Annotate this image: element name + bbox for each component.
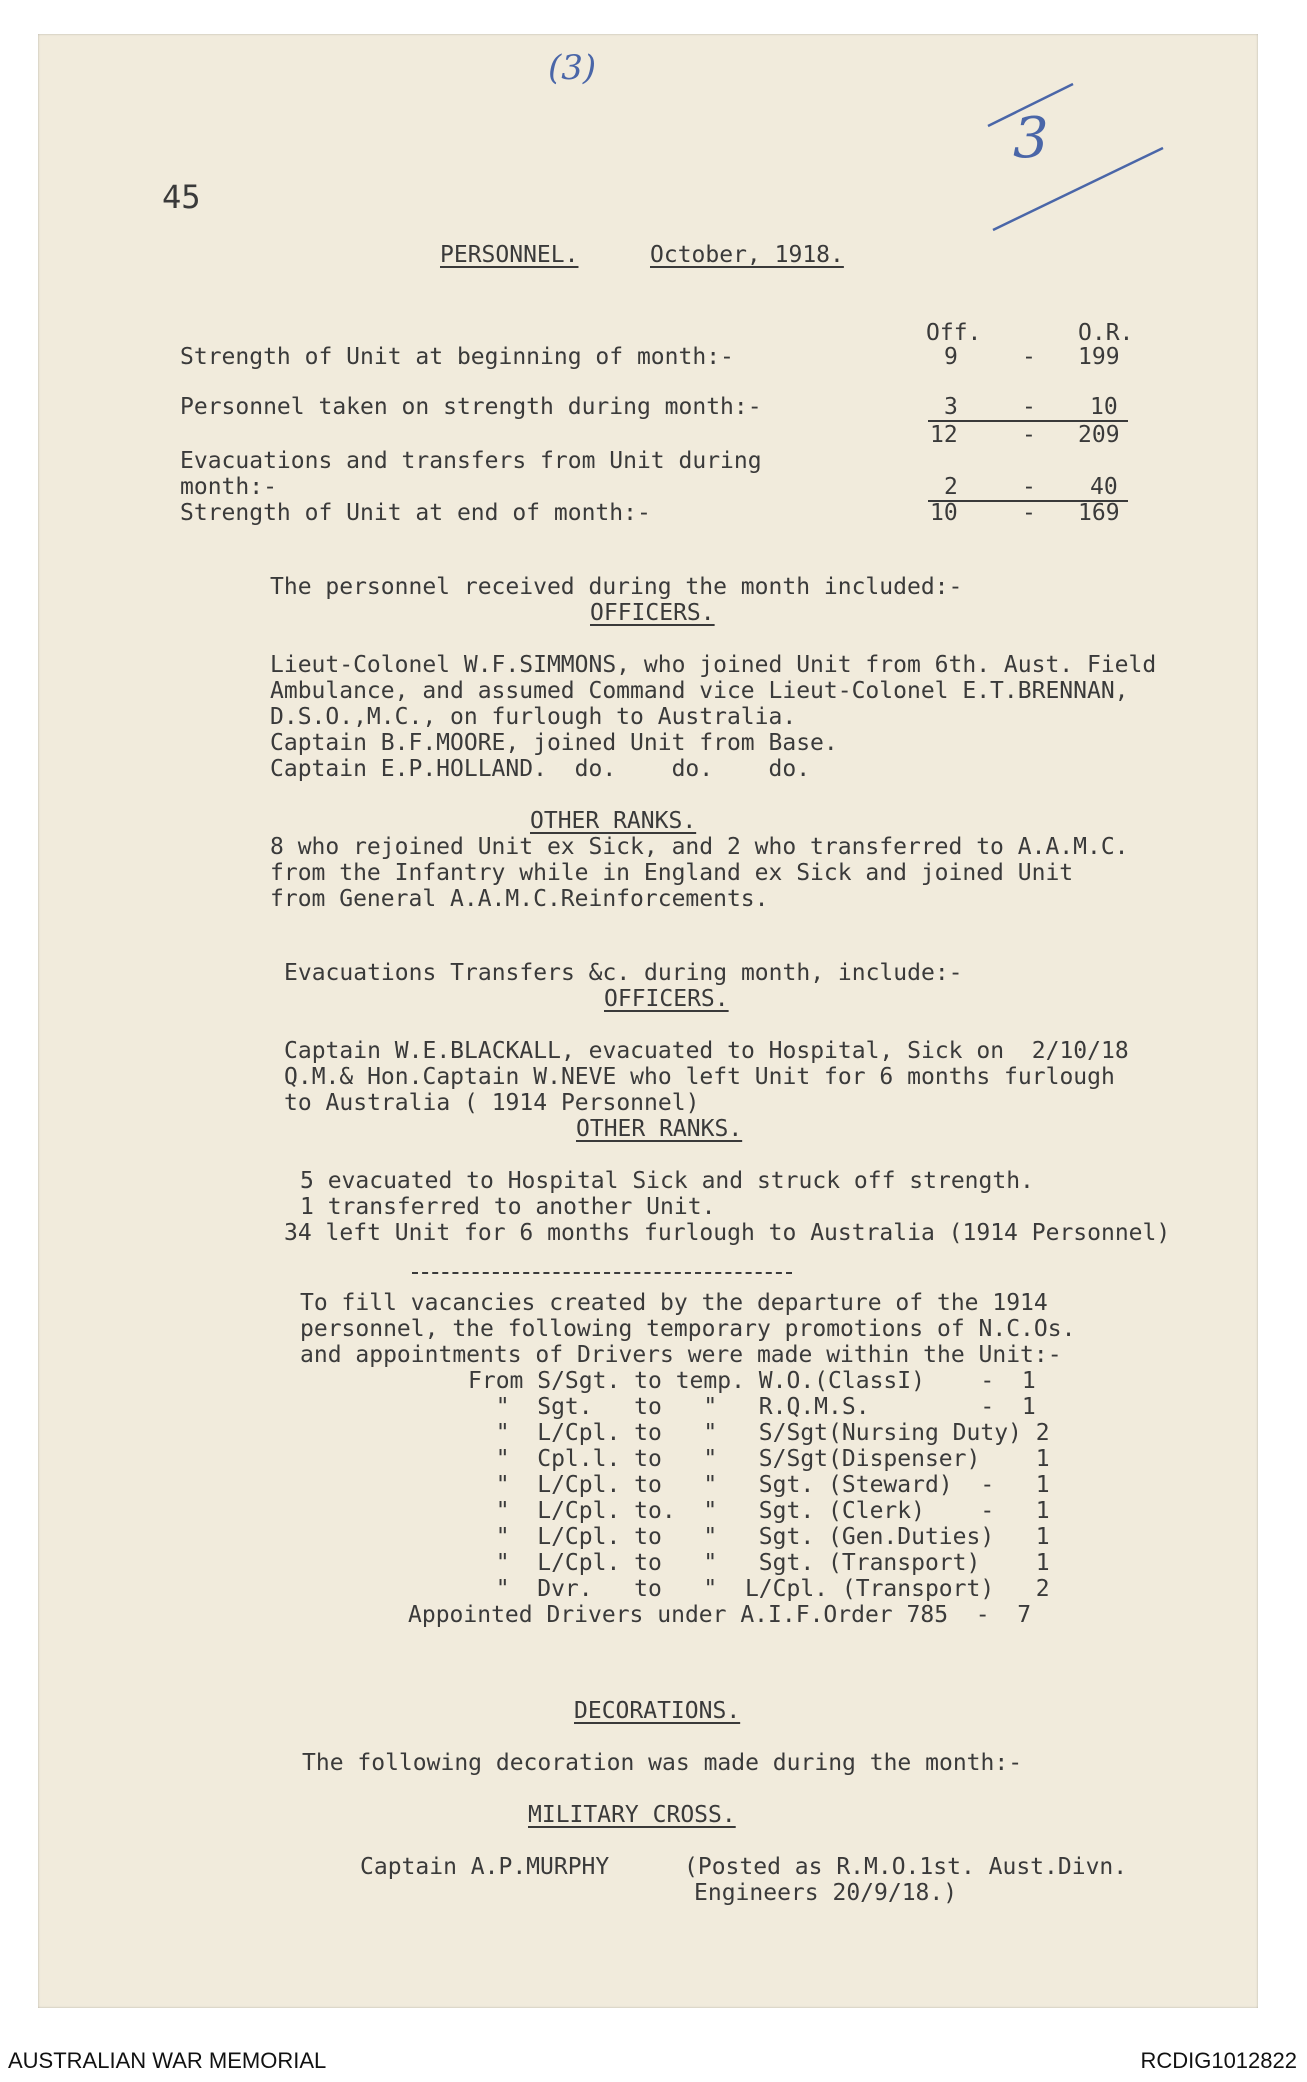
award-recipient: Captain A.P.MURPHY <box>360 1854 610 1880</box>
promotion-row: " L/Cpl. to " Sgt. (Steward) - 1 <box>468 1472 1050 1498</box>
strength-row-label: month:- <box>180 474 277 500</box>
footer-record-id: RCDIG1012822 <box>1140 2048 1297 2073</box>
promotion-row: " L/Cpl. to " Sgt. (Transport) 1 <box>468 1550 1050 1576</box>
evacuation-officer-line: Q.M.& Hon.Captain W.NEVE who left Unit for 6 months furlough <box>284 1064 1115 1090</box>
received-rank-line: from General A.A.M.C.Reinforcements. <box>270 886 769 912</box>
promotion-row: " Cpl.l. to " S/Sgt(Dispenser) 1 <box>468 1446 1050 1472</box>
appointed-drivers-row: Appointed Drivers under A.I.F.Order 785 - 7 <box>408 1602 1032 1628</box>
received-officer-line: D.S.O.,M.C., on furlough to Australia. <box>270 704 797 730</box>
circled-page-annotation: (3) <box>548 48 597 88</box>
evacuations-intro: Evacuations Transfers &c. during month, include:- <box>284 960 963 986</box>
promotion-row: " L/Cpl. to. " Sgt. (Clerk) - 1 <box>468 1498 1050 1524</box>
received-officers-heading: OFFICERS. <box>590 600 715 626</box>
dash-separator: - <box>1022 474 1036 500</box>
strength-row-off: 12 <box>930 422 958 448</box>
evacuation-officer-line: Captain W.E.BLACKALL, evacuated to Hospital, Sick on 2/10/18 <box>284 1038 1129 1064</box>
strength-row-off: 2 <box>944 474 958 500</box>
dash-separator: - <box>1022 394 1036 420</box>
strength-row-label: Strength of Unit at end of month:- <box>180 500 651 526</box>
promotions-intro-line: and appointments of Drivers were made within the Unit:- <box>300 1342 1062 1368</box>
received-rank-line: 8 who rejoined Unit ex Sick, and 2 who transferred to A.A.M.C. <box>270 834 1129 860</box>
promotion-row: From S/Sgt. to temp. W.O.(ClassI) - 1 <box>468 1368 1036 1394</box>
award-note: (Posted as R.M.O.1st. Aust.Divn. <box>684 1854 1128 1880</box>
received-officer-line: Captain B.F.MOORE, joined Unit from Base. <box>270 730 838 756</box>
strength-row-label: Personnel taken on strength during month:- <box>180 394 762 420</box>
report-date: October, 1918. <box>650 242 844 268</box>
dash-separator: - <box>1022 422 1036 448</box>
dash-separator: - <box>1022 344 1036 370</box>
section-title: PERSONNEL. <box>440 242 579 268</box>
strength-row-off: 9 <box>944 344 958 370</box>
received-officer-line: Captain E.P.HOLLAND. do. do. do. <box>270 756 811 782</box>
evacuation-rank-line: 1 transferred to another Unit. <box>300 1194 716 1220</box>
received-officer-line: Ambulance, and assumed Command vice Lieut-Colonel E.T.BRENNAN, <box>270 678 1129 704</box>
award-heading: MILITARY CROSS. <box>528 1802 736 1828</box>
col-header-other-ranks: O.R. <box>1078 320 1134 346</box>
evacuations-ranks-heading: OTHER RANKS. <box>576 1116 743 1142</box>
received-rank-line: from the Infantry while in England ex Sick and joined Unit <box>270 860 1074 886</box>
evacuations-officers-heading: OFFICERS. <box>604 986 729 1012</box>
col-header-officers: Off. <box>926 320 982 346</box>
handwritten-number: 3 <box>1013 106 1049 171</box>
strength-row-or: 169 <box>1078 500 1120 526</box>
strength-row-label: Evacuations and transfers from Unit during <box>180 448 762 474</box>
promotion-row: " Dvr. to " L/Cpl. (Transport) 2 <box>468 1576 1050 1602</box>
pen-strokes <box>978 54 1198 254</box>
decorations-heading: DECORATIONS. <box>574 1698 741 1724</box>
promotions-intro-line: To fill vacancies created by the departure of the 1914 <box>300 1290 1048 1316</box>
strength-row-or: 209 <box>1078 422 1120 448</box>
strength-row-off: 3 <box>944 394 958 420</box>
document-page <box>38 34 1258 2008</box>
strength-row-or: 10 <box>1090 394 1118 420</box>
evacuation-rank-line: 5 evacuated to Hospital Sick and struck off strength. <box>300 1168 1034 1194</box>
received-ranks-heading: OTHER RANKS. <box>530 808 697 834</box>
received-officer-line: Lieut-Colonel W.F.SIMMONS, who joined Unit from 6th. Aust. Field <box>270 652 1157 678</box>
promotion-row: " L/Cpl. to " S/Sgt(Nursing Duty) 2 <box>468 1420 1050 1446</box>
strength-row-or: 199 <box>1078 344 1120 370</box>
evacuation-rank-line: 34 left Unit for 6 months furlough to Australia (1914 Personnel) <box>284 1220 1171 1246</box>
dash-separator: - <box>1022 500 1036 526</box>
promotion-row: " L/Cpl. to " Sgt. (Gen.Duties) 1 <box>468 1524 1050 1550</box>
received-intro: The personnel received during the month included:- <box>270 574 963 600</box>
page-number: 45 <box>162 178 201 216</box>
strength-row-label: Strength of Unit at beginning of month:- <box>180 344 734 370</box>
evacuation-officer-line: to Australia ( 1914 Personnel) <box>284 1090 700 1116</box>
section-divider <box>412 1272 792 1274</box>
decorations-intro: The following decoration was made during the month:- <box>302 1750 1023 1776</box>
strength-row-or: 40 <box>1090 474 1118 500</box>
footer-source: AUSTRALIAN WAR MEMORIAL <box>8 2048 327 2073</box>
promotion-row: " Sgt. to " R.Q.M.S. - 1 <box>468 1394 1036 1420</box>
strength-row-off: 10 <box>930 500 958 526</box>
award-note: Engineers 20/9/18.) <box>694 1880 958 1906</box>
promotions-intro-line: personnel, the following temporary promotions of N.C.Os. <box>300 1316 1076 1342</box>
